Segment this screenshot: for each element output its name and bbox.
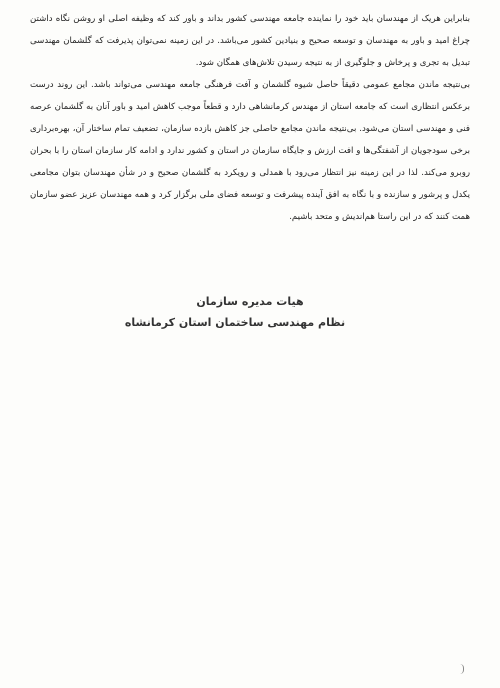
paragraph-1: بنابراین هریک از مهندسان باید خود را نماینده جامعه مهندسی کشور بداند و باور کند که وظیفه اصلی او روشن نگاه داشتن چراغ امید و باور به مهندسان و توسعه صحیح و بنیادین کشور می‌باشد. در این زمینه نمی‌توان پذیرفت که گلشمان مهندسی تبدیل به تجری و پرخاش و جلوگیری از به نتیجه رسیدن تلاش‌های همگان شود. [30, 14, 470, 68]
signature-block [120, 292, 350, 334]
signature-board-title: هیات مدیره سازمان [196, 295, 304, 308]
scan-corner-mark [459, 664, 464, 674]
signature-organization-name: نظام مهندسی ساختمان استان کرمانشاه [124, 316, 346, 329]
letter-body [30, 8, 470, 228]
paragraph-2: بی‌نتیجه ماندن مجامع عمومی دقیقاً حاصل شیوه گلشمان و آفت فرهنگی جامعه مهندسی می‌تواند باشد. این روند درست برعکس انتظاری است که جامعه استان از مهندس کرمانشاهی دارد و قطعاً موجب کاهش امید و باور آنان به گلشمان عرصه فنی و مهندسی استان می‌شود. بی‌نتیجه ماندن مجامع حاصلی جز کاهش بازده سازمان، تضعیف تمام ساختار آن، بهره‌برداری برخی سودجویان از آشفتگی‌ها و افت ارزش و جایگاه سازمان در استان و کشور ندارد و ادامه کار سازمان استان را با بحران روبرو می‌کند. لذا در این زمینه نیز انتظار می‌رود با همدلی و رویکرد به گلشمان صحیح و در شأن مهندسان بتوان مجامعی یکدل و پرشور و سازنده و با نگاه به افق آینده پیشرفت و توسعه فضای ملی برگزار کرد و همه مهندسان عزیز عضو سازمان همت کنند که در این راستا هم‌اندیش و متحد باشیم. [30, 80, 470, 222]
